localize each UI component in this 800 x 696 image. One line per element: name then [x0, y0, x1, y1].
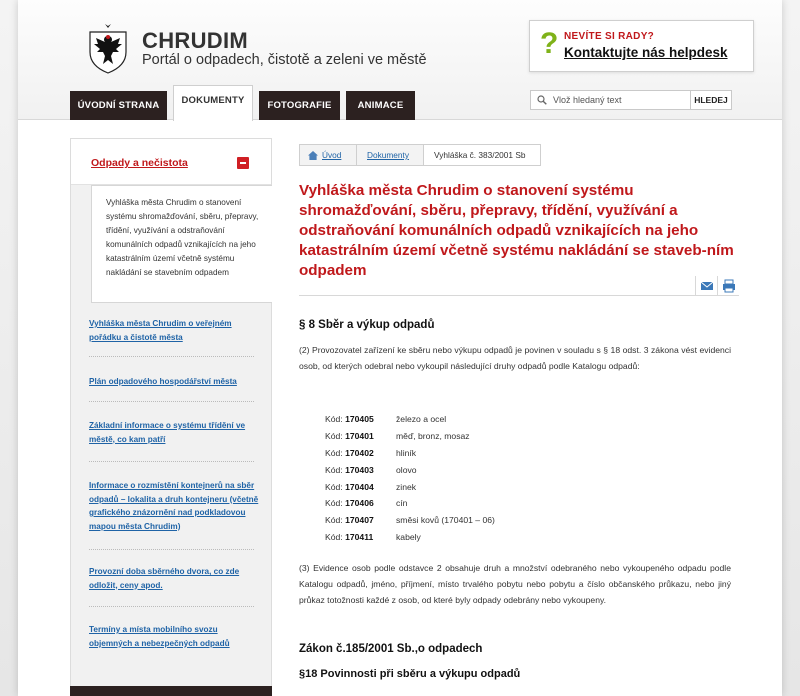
- breadcrumb-home-link[interactable]: Úvod: [322, 150, 342, 160]
- section-heading: § 8 Sběr a výkup odpadů: [299, 319, 435, 331]
- sidebar-link-collection-yard[interactable]: Provozní doba sběrného dvora, co zde odložit, ceny apod.: [89, 567, 240, 590]
- helpdesk-prompt: NEVÍTE SI RADY?: [564, 31, 655, 42]
- sidebar-link-mobile-collection[interactable]: Termíny a místa mobilního svozu objemných a nebezpečných odpadů: [89, 625, 230, 648]
- coat-of-arms-logo[interactable]: [86, 22, 130, 74]
- sidebar-footer-bar: [70, 686, 272, 696]
- helpdesk-box[interactable]: [529, 20, 754, 72]
- tab-animations[interactable]: ANIMACE: [346, 91, 415, 120]
- sidebar-divider: [89, 401, 254, 402]
- list-item: Kód: 170404 zinek: [325, 482, 417, 492]
- sidebar-link-waste-plan[interactable]: Plán odpadového hospodářství města: [89, 377, 237, 386]
- site-container: [18, 0, 782, 696]
- search-input[interactable]: Vlož hledaný text: [553, 95, 622, 105]
- helpdesk-link[interactable]: Kontaktujte nás helpdesk: [564, 45, 728, 60]
- sidebar-divider: [89, 461, 254, 462]
- sidebar-section-title[interactable]: Odpady a nečistota: [91, 157, 188, 169]
- list-item: Kód: 170407 směsi kovů (170401 – 06): [325, 515, 495, 525]
- sidebar-section-header[interactable]: [71, 139, 271, 185]
- sidebar-divider: [89, 549, 254, 550]
- breadcrumb-home[interactable]: [299, 144, 357, 166]
- search-button[interactable]: HLEDEJ: [690, 90, 732, 110]
- sidebar-divider: [89, 606, 254, 607]
- list-item: Kód: 170405 železo a ocel: [325, 414, 447, 424]
- sidebar-link-containers[interactable]: Informace o rozmístění kontejnerů na sběr odpadů – lokalita a druh kontejneru (včetně grafického znázornění nad podkladovou mapou města Chrudim): [89, 481, 259, 531]
- print-button[interactable]: [717, 276, 739, 296]
- breadcrumb-current: [423, 144, 541, 166]
- printer-icon: [718, 276, 740, 296]
- sidebar-link-sorting-info[interactable]: Základní informace o systému třídění ve městě, co kam patří: [89, 421, 246, 444]
- tab-documents[interactable]: DOKUMENTY: [173, 85, 253, 121]
- article-actions: [299, 276, 739, 296]
- list-item: Kód: 170402 hliník: [325, 448, 417, 458]
- list-item: Kód: 170401 měď, bronz, mosaz: [325, 431, 470, 441]
- envelope-icon: [696, 276, 718, 296]
- email-button[interactable]: [695, 276, 717, 296]
- site-tagline: Portál o odpadech, čistotě a zeleni ve městě: [142, 52, 427, 68]
- list-item: Kód: 170406 cín: [325, 498, 408, 508]
- list-item: Kód: 170403 olovo: [325, 465, 417, 475]
- breadcrumb-documents-link[interactable]: Dokumenty: [367, 150, 409, 160]
- paragraph: (2) Provozovatel zařízení ke sběru nebo výkupu odpadů je povinen v souladu s § 18 odst. 3 zákona vést evidenci osob, od kterých odebral nebo vykoupil následující druhy odpadů podle Katalogu odpadů:: [299, 345, 731, 372]
- tab-home[interactable]: ÚVODNÍ STRANA: [70, 91, 167, 120]
- site-brand[interactable]: CHRUDIM: [142, 28, 248, 53]
- site-header: [18, 0, 782, 120]
- sidebar: [70, 138, 272, 696]
- sidebar-divider: [89, 356, 254, 357]
- law-heading: Zákon č.185/2001 Sb.,o odpadech: [299, 643, 483, 655]
- question-icon: ?: [540, 27, 559, 60]
- list-item: Kód: 170411 kabely: [325, 532, 421, 542]
- paragraph: (3) Evidence osob podle odstavce 2 obsahuje druh a množství odebraného nebo vykoupeného odpadu podle Katalogu odpadů, jméno, příjmení, místo trvalého pobytu nebo pobytu a číslo občanského průkazu, nebo jiný průkaz totožnosti každé z osob, od které byly odpady odebrány nebo vykoupeny.: [299, 563, 731, 606]
- subsection-heading: §18 Povinnosti při sběru a výkupu odpadů: [299, 668, 521, 680]
- sidebar-active-item: Vyhláška města Chrudim o stanovení systému shromažďování, sběru, přepravy, třídění, využívání a odstraňování komunálních odpadů vznikajících na jeho katastrálním území včetně systému nakládání se stavebním odpadem: [91, 185, 272, 303]
- search-icon: [537, 95, 547, 105]
- breadcrumb-current-label: Vyhláška č. 383/2001 Sb: [434, 150, 526, 160]
- collapse-minus-icon[interactable]: [237, 157, 249, 169]
- home-icon: [308, 151, 318, 160]
- tab-photos[interactable]: FOTOGRAFIE: [259, 91, 340, 120]
- breadcrumb-documents[interactable]: [356, 144, 424, 166]
- page-title: Vyhláška města Chrudim o stanovení systému shromažďování, sběru, přepravy, třídění, využívání a odstraňování komunálních odpadů vznikajících na jeho katastrálním území včetně systému nakládání se staveb-ním odpadem: [299, 182, 734, 279]
- sidebar-link-public-order[interactable]: Vyhláška města Chrudim o veřejném pořádku a čistotě města: [89, 319, 232, 342]
